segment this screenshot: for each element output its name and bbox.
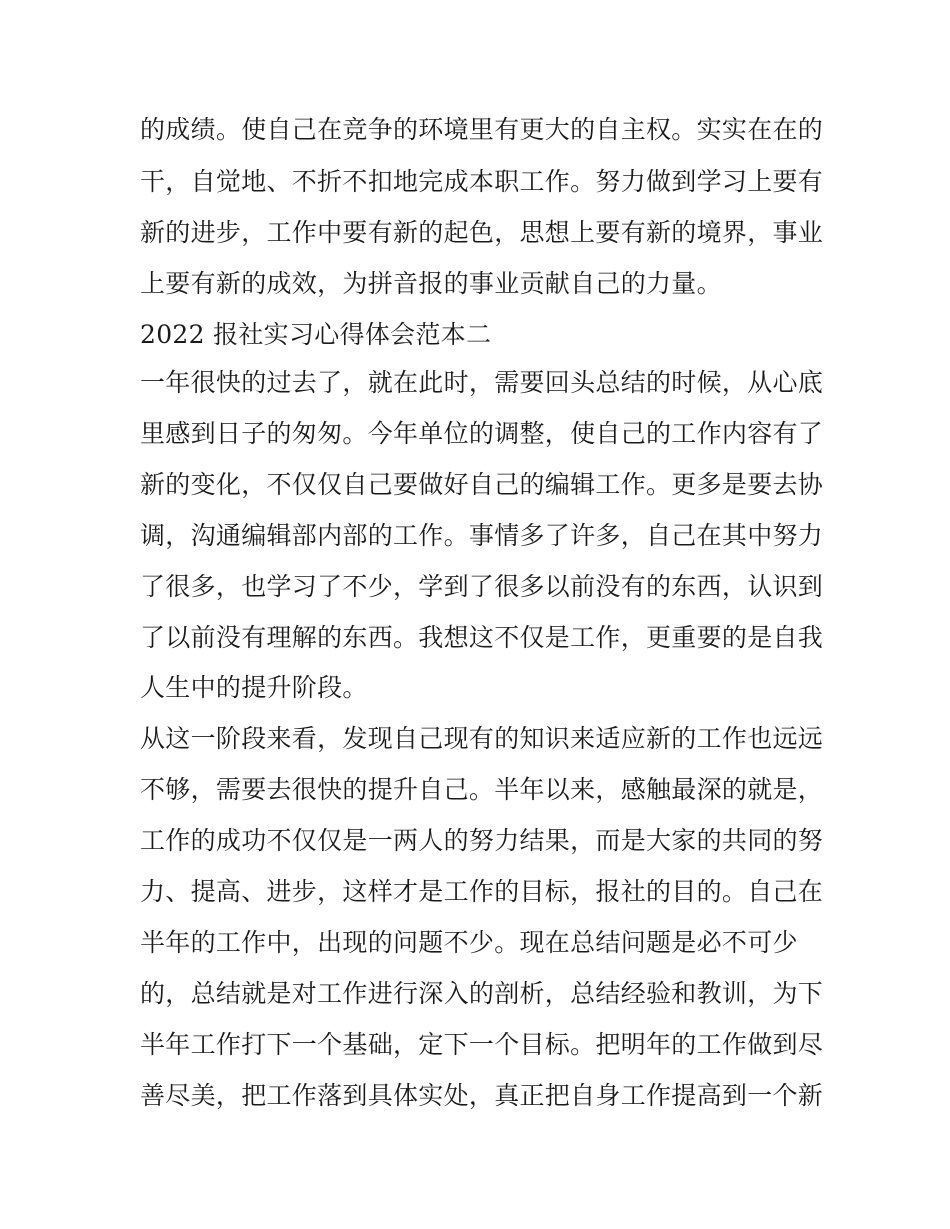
paragraph-line: 半年工作打下一个基础，定下一个目标。把明年的工作做到尽 [140,1030,824,1059]
paragraph-line: 新的进步，工作中要有新的起色，思想上要有新的境界，事业 [140,218,824,247]
paragraph-line: 力、提高、进步，这样才是工作的目标，报社的目的。自己在 [140,877,824,906]
paragraph-line: 的成绩。使自己在竞争的环境里有更大的自主权。实实在在的 [140,115,824,144]
paragraph-line: 调，沟通编辑部内部的工作。事情多了许多，自己在其中努力 [140,521,824,550]
paragraph-line: 善尽美，把工作落到具体实处，真正把自身工作提高到一个新 [140,1081,824,1110]
paragraph-line: 人生中的提升阶段。 [140,673,368,702]
paragraph-line: 了以前没有理解的东西。我想这不仅是工作，更重要的是自我 [140,623,824,652]
paragraph-line: 工作的成功不仅仅是一两人的努力结果，而是大家的共同的努 [140,826,824,855]
paragraph-line: 上要有新的成效，为拼音报的事业贡献自己的力量。 [140,269,722,298]
paragraph-line: 了很多，也学习了不少，学到了很多以前没有的东西，认识到 [140,572,824,601]
paragraph-line: 干，自觉地、不折不扣地完成本职工作。努力做到学习上要有 [140,167,824,196]
section-heading: 2022 报社实习心得体会范本二 [140,320,492,349]
paragraph-line: 不够，需要去很快的提升自己。半年以来，感触最深的就是， [140,775,824,804]
paragraph-line: 从这一阶段来看，发现自己现有的知识来适应新的工作也远远 [140,724,824,753]
paragraph-line: 新的变化，不仅仅自己要做好自己的编辑工作。更多是要去协 [140,470,824,499]
paragraph-line: 里感到日子的匆匆。今年单位的调整，使自己的工作内容有了 [140,419,824,448]
paragraph-line: 的，总结就是对工作进行深入的剖析，总结经验和教训，为下 [140,979,824,1008]
paragraph-line: 一年很快的过去了，就在此时，需要回头总结的时候，从心底 [140,368,824,397]
paragraph-line: 半年的工作中，出现的问题不少。现在总结问题是必不可少 [140,928,798,957]
